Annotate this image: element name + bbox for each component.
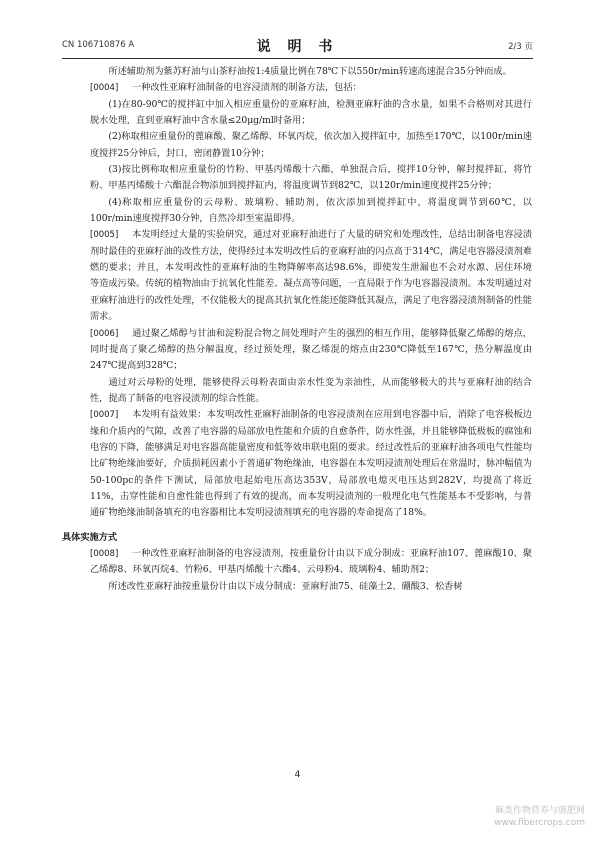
numbered-paragraph xyxy=(90,227,532,325)
paragraph-text: 本发明经过大量的实验研究，通过对亚麻籽油进行了大量的研究和处理改性，总结出制备电容浸渍剂时最佳的亚麻籽油的改性方法，使得经过本发明改性后的亚麻籽油的闪点高于314℃，满足电容器浸渍剂难燃的要求；并且，本发明改性的亚麻籽油的生物降解率高达98.6%，即使发生泄漏也不会对水源、居住环境等造成污染。传统的植物油由于抗氧化性能差、凝点高等问题，一直局限于作为电容器浸渍剂。本发明通过对亚麻籽油进行的改性处理，不仅能极大的提高其抗氧化性能还能降低其凝点，满足了电容器浸渍剂制备的性能需求。 xyxy=(90,229,532,323)
paragraph-number: [0006] xyxy=(90,328,119,339)
watermark-site-name: 麻类作物营养与施肥网 xyxy=(494,806,585,816)
paragraph-text: 通过聚乙烯醇与甘油和淀粉混合物之间处理时产生的强烈的相互作用，能够降低聚乙烯醇的熔点，同时提高了聚乙烯醇的热分解温度，经过预处理，聚乙烯混的熔点由230℃降低至167℃，热分解温度由247℃提高到328℃； xyxy=(90,327,532,372)
numbered-paragraph xyxy=(90,407,532,521)
paragraph-text: 一种改性亚麻籽油制备的电容浸渍剂，按重量份计由以下成分制成：亚麻籽油107、蓖麻酸10、聚乙烯醇8、环氧丙烷4、竹粉6、甲基丙烯酸十六酯4、云母粉4、玻璃粉4、辅助剂2； xyxy=(90,547,532,576)
watermark-url: www.fibercrops.com xyxy=(494,818,585,828)
body-paragraph: (2)称取相应重量份的蓖麻酸、聚乙烯醇、环氧丙烷，依次加入搅拌缸中，加热至170℃，以100r/min速度搅拌25分钟后，封口，密闭静置10分钟； xyxy=(90,131,532,159)
body-paragraph: (1)在80-90℃的搅拌缸中加入相应重量份的亚麻籽油，检测亚麻籽油的含水量，如果不合格则对其进行脱水处理，直到亚麻籽油中含水量≤20μg/ml时备用； xyxy=(90,98,532,127)
patent-number: CN 106710876 A xyxy=(62,40,135,50)
paragraph-text: 本发明有益效果：本发明改性亚麻籽油制备的电容浸渍剂在应用到电容器中后，消除了电容极板边缘和介质内的气隙，改善了电容器的局部放电性能和介质的自愈条件，防水性强，并且能够降低极板的腐蚀和电容的下降，能够满足对电容器高能量密度和低等效串联电阻的要求。经过改性后的亚麻籽油各项电气性能均比矿物绝缘油要好，介质损耗因素小于普通矿物绝缘油，电容器在本发明浸渍剂处理后在常温时，脉冲幅值为50-100pc的条件下测试，局部放电起始电压高达353V，局部放电熄灭电压达到282V，均提高了将近11%，击穿性能和自愈性能也得到了有效的提高，而本发明浸渍剂的一般理化电气性能基本不受影响，与普通矿物绝缘油制备填充的电容器相比本发明浸渍剂填充的电容器的寿命提高了18%。 xyxy=(90,409,532,519)
paragraph-number: [0008] xyxy=(90,548,119,559)
body-paragraph: (3)按比例称取相应重量份的竹粉、甲基丙烯酸十六酯，单独混合后，搅拌10分钟，解封搅拌缸，将竹粉、甲基丙烯酸十六酯混合物添加到搅拌缸内，将温度调节到82℃，以120r/min速度搅拌25分钟； xyxy=(90,164,532,192)
document-body xyxy=(62,64,532,595)
body-paragraph: (4)称取相应重量份的云母粉、玻璃粉、辅助剂，依次添加到搅拌缸中，将温度调节到60℃，以100r/min速度搅拌30分钟，自然冷却至室温即得。 xyxy=(90,196,532,225)
page-number: 4 xyxy=(294,770,301,780)
body-paragraph: 所述辅助剂为紫苏籽油与山茶籽油按1:4质量比例在78℃下以550r/min转速高速混合35分钟而成。 xyxy=(108,66,512,77)
paragraph-number: [0007] xyxy=(90,410,119,421)
body-paragraph: 通过对云母粉的处理，能够使得云母粉表面由亲水性变为亲油性，从而能够极大的共与亚麻籽油的结合性，提高了制备的电容浸渍剂的综合性能。 xyxy=(90,376,532,404)
paragraph-text: 一种改性亚麻籽油制备的电容浸渍剂的制备方法，包括： xyxy=(132,82,362,94)
numbered-paragraph xyxy=(90,546,532,579)
numbered-paragraph xyxy=(90,326,532,375)
paragraph-number: [0005] xyxy=(90,230,119,241)
section-heading: 具体实施方式 xyxy=(62,531,118,543)
numbered-paragraph xyxy=(90,80,532,96)
document-header xyxy=(62,36,533,59)
watermark xyxy=(494,805,585,829)
document-title: 说 明 书 xyxy=(256,39,339,55)
body-paragraph: 所述改性亚麻籽油按重量份计由以下成分制成：亚麻籽油75、硅藻土2、硼酸3、松香树 xyxy=(108,580,463,592)
page-indicator: 2/3 页 xyxy=(508,42,533,52)
paragraph-number: [0004] xyxy=(90,83,119,94)
